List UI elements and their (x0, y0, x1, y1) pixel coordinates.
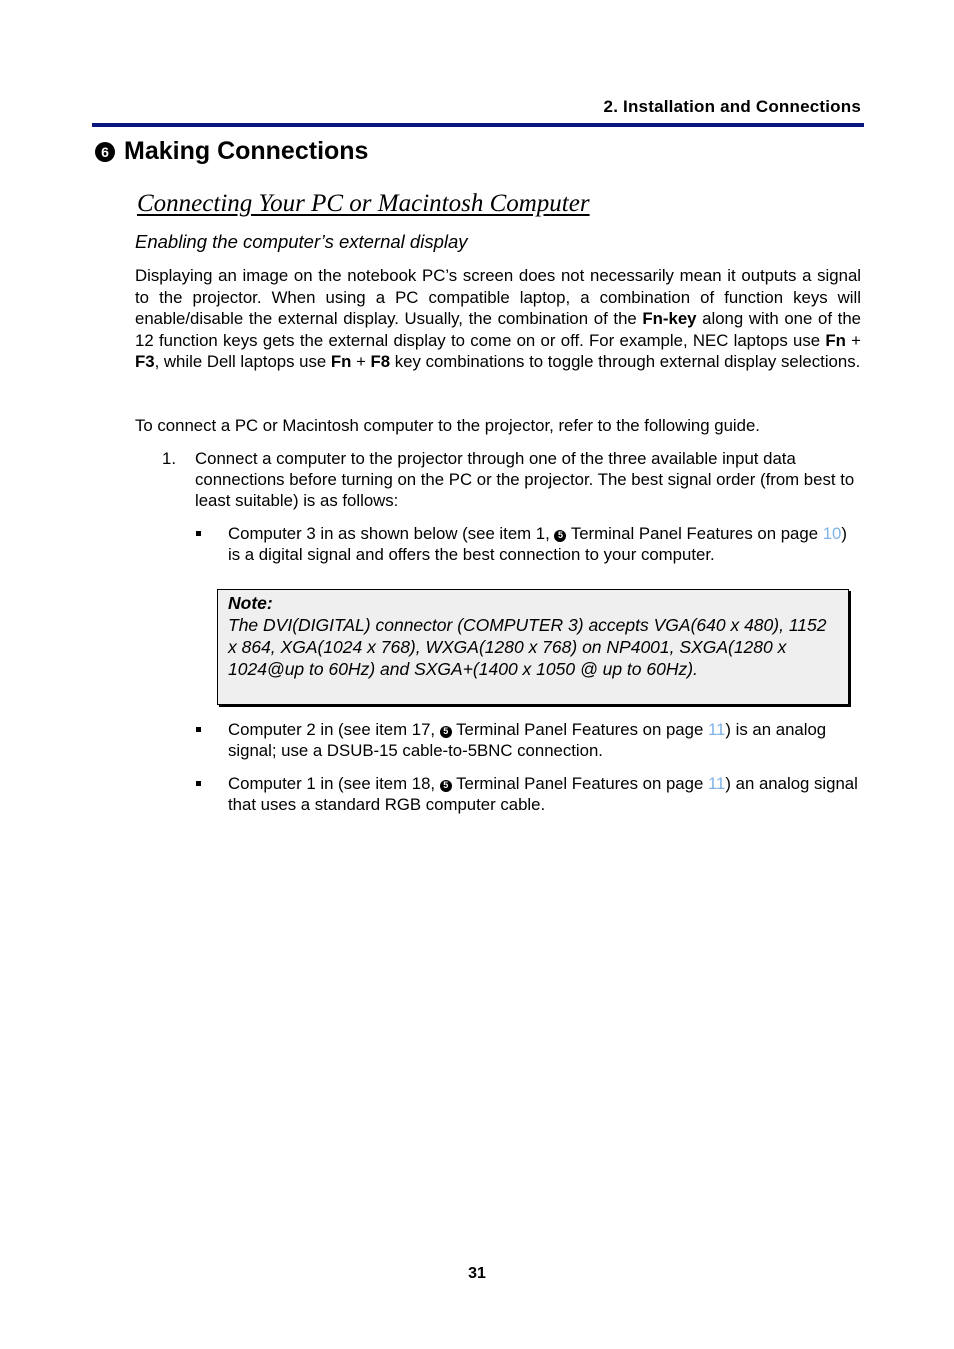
section-title: Making Connections (124, 137, 369, 165)
para-text: , while Dell laptops use (154, 352, 331, 371)
page-link[interactable]: 10 (822, 524, 842, 543)
circled-number-5-icon: 5 (554, 530, 566, 542)
circled-number-5-icon: 5 (440, 780, 452, 792)
key-f8: F8 (370, 352, 391, 371)
page-link[interactable]: 11 (707, 720, 726, 739)
para-text: key combinations to toggle through external display selections. (390, 352, 861, 371)
bullet-square-icon (196, 727, 201, 732)
subheading: Enabling the computer’s external display (135, 231, 468, 252)
list-number: 1. (162, 449, 176, 468)
note-box (217, 589, 849, 705)
para-text: Displaying an image on the notebook PC’s screen does not necessarily mean it outputs a signal to the projector. When using a PC compatible laptop, a combination of function keys will enable/disable the external display. Usually, the combination of the (135, 266, 861, 328)
key-fn: Fn (330, 352, 352, 371)
note-title: Note: (228, 593, 273, 613)
plus: + (845, 330, 861, 350)
bullet-square-icon (196, 781, 201, 786)
page-link[interactable]: 11 (707, 774, 726, 793)
para-text: along with one of the 12 function keys gets the external display to come on or off. For example, NEC laptops use (135, 309, 861, 350)
key-fn: Fn-key (642, 309, 697, 328)
circled-number-5-icon: 5 (440, 726, 452, 738)
header-rule (92, 123, 864, 127)
plus: + (351, 352, 371, 371)
bullet-text: Computer 1 in (see item 18, 5 Terminal Panel Features on page 11) an analog signal that uses a standard RGB computer cable. (228, 774, 858, 814)
key-fn: Fn (825, 330, 846, 350)
bullet-text: Computer 3 in as shown below (see item 1, 5 Terminal Panel Features on page 10) is a digital signal and offers the best connection to your computer. (228, 524, 847, 564)
guide-paragraph: To connect a PC or Macintosh computer to the projector, refer to the following guide. (135, 416, 760, 435)
page-number: 31 (468, 1265, 486, 1282)
circled-number-6-icon: 6 (95, 142, 115, 162)
key-f3: F3 (135, 352, 155, 371)
section-heading (95, 137, 368, 166)
bullet-square-icon (196, 531, 201, 536)
note-text: The DVI(DIGITAL) connector (COMPUTER 3) accepts VGA(640 x 480), 1152 x 864, XGA(1024 x 768), WXGA(1280 x 768) on NP4001, SXGA(1280 x 1024@up to 60Hz) and SXGA+(1400 x 1050 @ up to 60Hz). (228, 615, 827, 679)
subsection-title: Connecting Your PC or Macintosh Computer (137, 190, 590, 217)
running-header: 2. Installation and Connections (603, 97, 861, 116)
bullet-text: Computer 2 in (see item 17, 5 Terminal Panel Features on page 11) is an analog signal; use a DSUB-15 cable-to-5BNC connection. (228, 720, 827, 760)
list-text: Connect a computer to the projector through one of the three available input data connections before turning on the PC or the projector. The best signal order (from best to least suitable) is as follows: (195, 449, 855, 510)
intro-paragraph (135, 265, 861, 373)
